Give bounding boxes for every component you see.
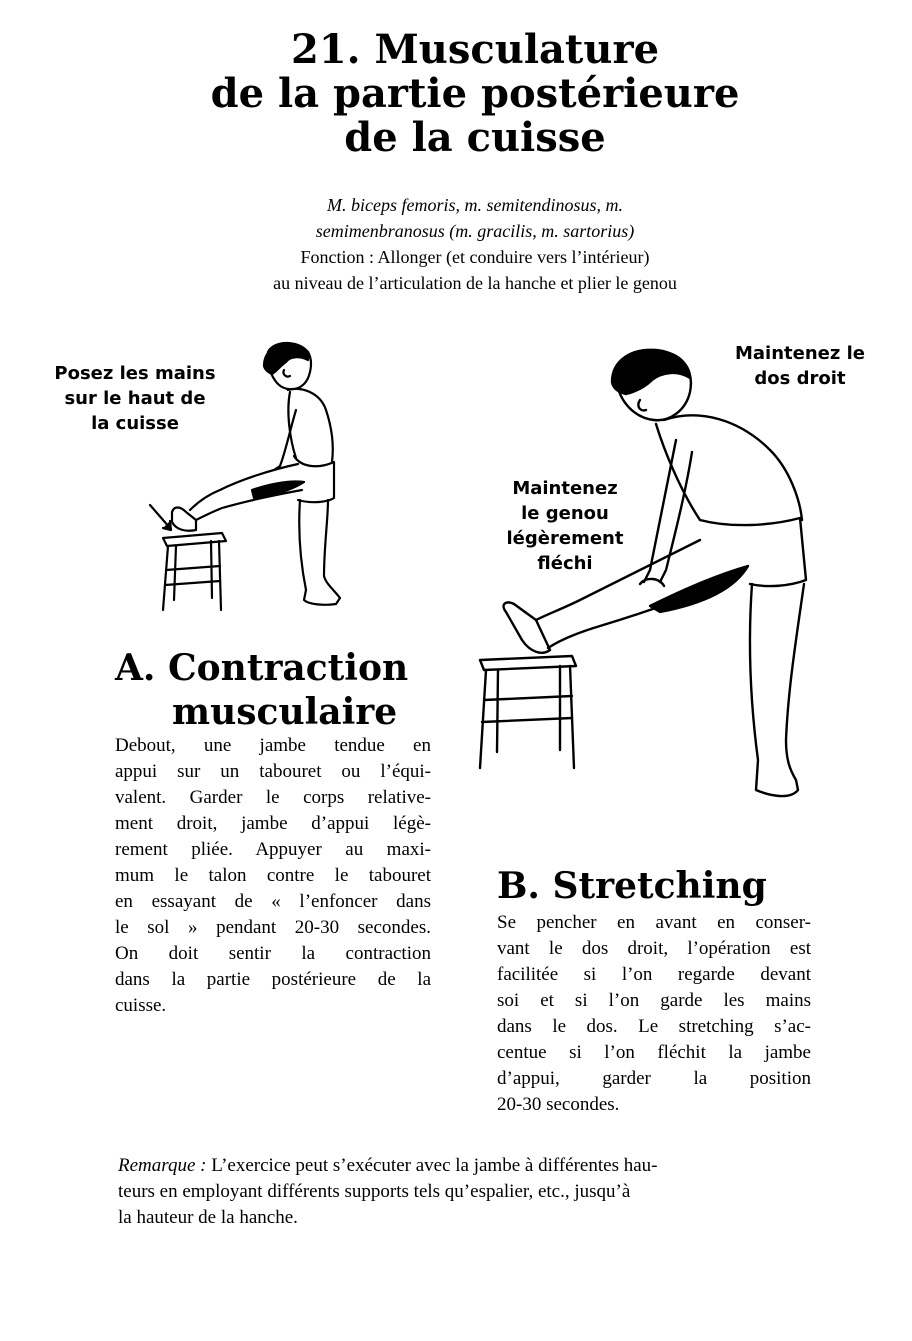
title-line-3: de la cuisse [344, 114, 606, 161]
callout-knee-line: le genou [521, 503, 609, 524]
section-a-line: en essayant de « l’enfoncer dans [115, 891, 431, 912]
section-a-line: On doit sentir la contraction [115, 943, 431, 964]
callout-hands-line: la cuisse [91, 413, 179, 434]
function-line-1: Fonction : Allonger (et conduire vers l’intérieur) [300, 247, 650, 267]
callout-hands-line: Posez les mains [54, 363, 216, 384]
remark-line-2: teurs en employant différents supports tels qu’espalier, etc., jusqu’à [118, 1181, 631, 1202]
section-b-line: 20-30 secondes. [497, 1094, 620, 1115]
callout-hands-line: sur le haut de [64, 388, 206, 409]
remark-label: Remarque : [118, 1155, 207, 1176]
section-b-line: vant le dos droit, l’opération est [497, 938, 811, 959]
remark-text: L’exercice peut s’exécuter avec la jambe à différentes hau- [206, 1155, 658, 1176]
section-a-line: mum le talon contre le tabouret [115, 865, 431, 886]
section-a-line: Debout, une jambe tendue en [115, 735, 431, 756]
callout-knee-line: fléchi [537, 553, 593, 574]
remark [118, 1153, 818, 1231]
section-a-line: cuisse. [115, 995, 167, 1016]
section-b-line: dans le dos. Le stretching s’ac- [497, 1016, 811, 1037]
section-b-line: soi et si l’on garde les mains [497, 990, 811, 1011]
function-line-2: au niveau de l’articulation de la hanche et plier le genou [273, 273, 677, 293]
callout-knee-line: Maintenez [512, 478, 618, 499]
section-b-line: facilitée si l’on regarde devant [497, 964, 811, 985]
remark-line-1 [118, 1153, 818, 1179]
callout-knee-line: légèrement [506, 528, 624, 549]
section-a-line: le sol » pendant 20-30 secondes. [115, 917, 431, 938]
section-b-line: centue si l’on fléchit la jambe [497, 1042, 811, 1063]
title-line-1: 21. Musculature [290, 26, 660, 73]
title-line-2: de la partie postérieure [210, 70, 740, 117]
section-a-line: dans la partie postérieure de la [115, 969, 431, 990]
section-a-line: rement pliée. Appuyer au maxi- [115, 839, 431, 860]
section-b-line: Se pencher en avant en conser- [497, 912, 811, 933]
section-b-line: d’appui, garder la position [497, 1068, 811, 1089]
section-a-text [115, 733, 431, 1019]
section-b-text [497, 910, 811, 1118]
section-a-heading-1: A. Contraction [115, 647, 409, 689]
section-a-line: ment droit, jambe d’appui légè- [115, 813, 431, 834]
section-b-heading: B. Stretching [497, 865, 767, 907]
section-a-line: appui sur un tabouret ou l’équi- [115, 761, 431, 782]
callout-back-line: Maintenez le [735, 343, 865, 364]
latin-names-line-2: semimenbranosus (m. gracilis, m. sartorius) [315, 221, 635, 241]
section-a-heading-2: musculaire [172, 691, 398, 733]
callout-back-line: dos droit [754, 368, 846, 389]
latin-names-line-1: M. biceps femoris, m. semitendinosus, m. [327, 195, 623, 215]
section-a-line: valent. Garder le corps relative- [115, 787, 431, 808]
remark-line-3: la hauteur de la hanche. [118, 1207, 298, 1228]
